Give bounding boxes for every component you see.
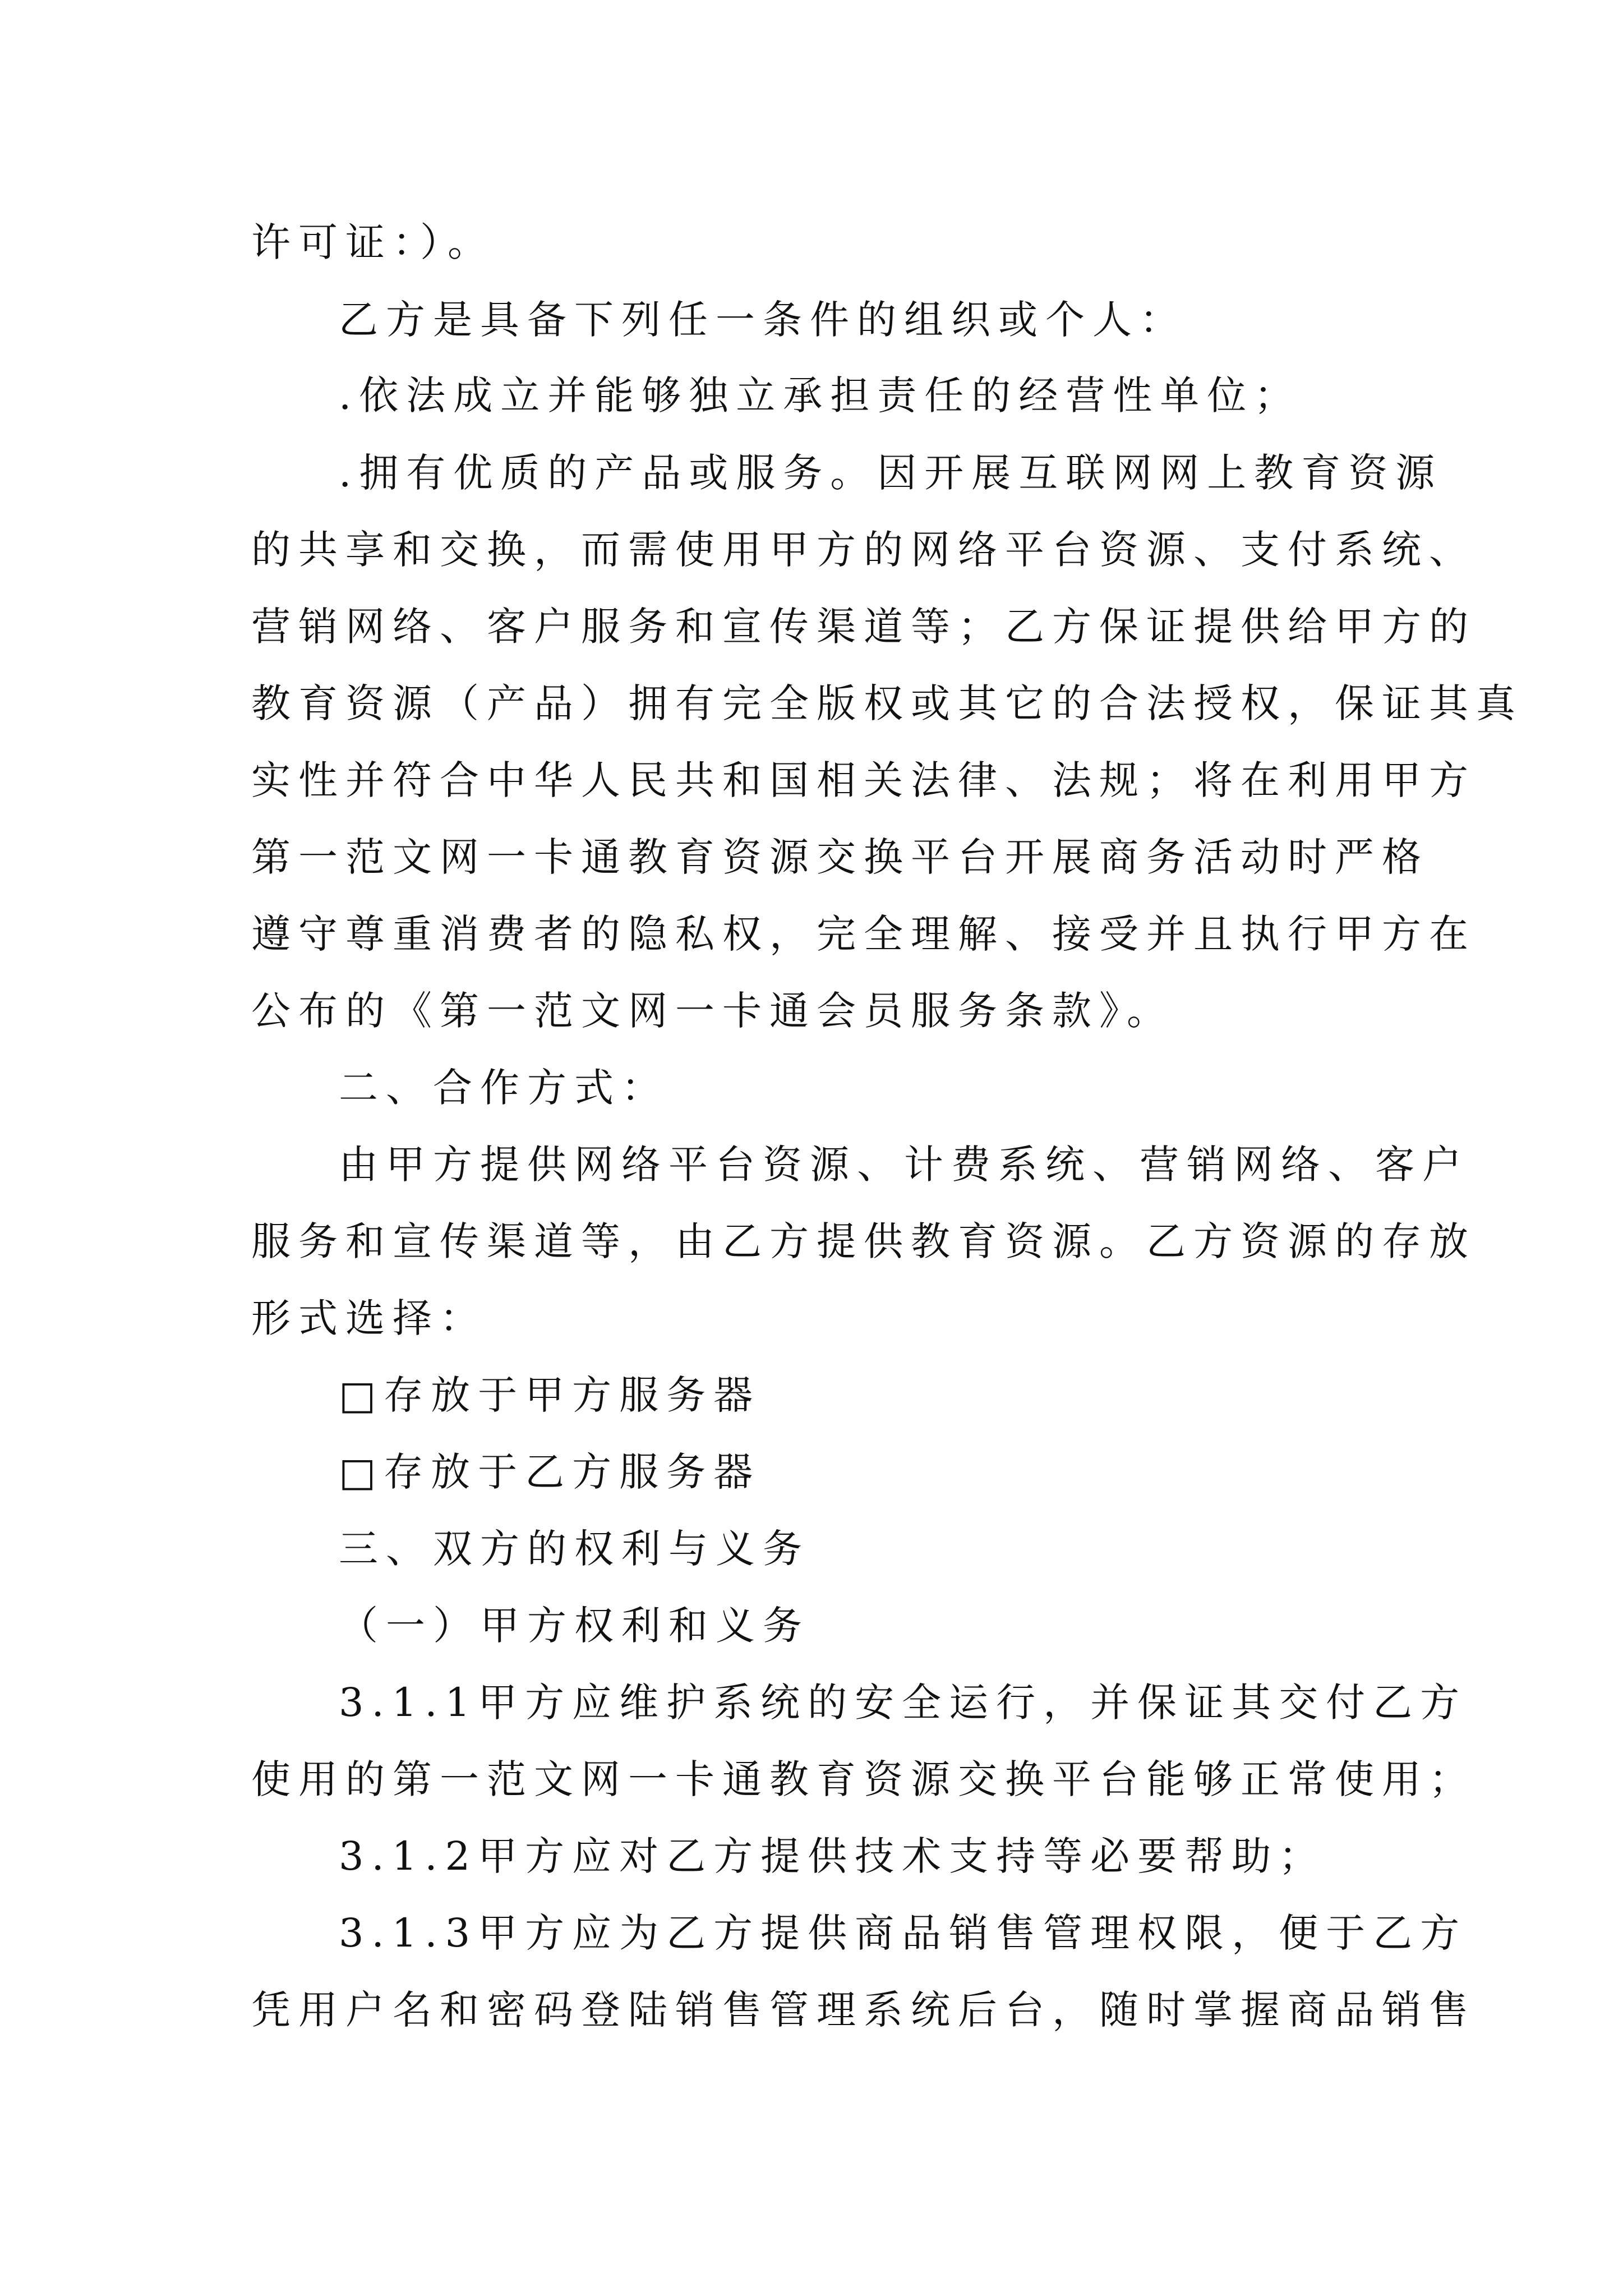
checkbox-option-line: □存放于乙方服务器 [339, 1449, 761, 1495]
text-line: 3.1.3甲方应为乙方提供商品销售管理权限，便于乙方 [339, 1910, 1468, 1956]
text-line: 3.1.2甲方应对乙方提供技术支持等必要帮助； [339, 1833, 1326, 1879]
section-heading: 二、合作方式： [339, 1065, 668, 1111]
text-line: 3.1.1甲方应维护系统的安全运行，并保证其交付乙方 [339, 1680, 1468, 1726]
text-line: 乙方是具备下列任一条件的组织或个人： [339, 297, 1187, 343]
text-line: 服务和宣传渠道等，由乙方提供教育资源。乙方资源的存放 [251, 1218, 1476, 1264]
text-line: 公布的《第一范文网一卡通会员服务条款》。 [251, 988, 1174, 1034]
text-line: 凭用户名和密码登陆销售管理系统后台，随时掌握商品销售 [251, 1987, 1476, 2033]
text-line: 使用的第一范文网一卡通教育资源交换平台能够正常使用； [251, 1756, 1476, 1802]
text-line: 教育资源（产品）拥有完全版权或其它的合法授权，保证其真 [251, 680, 1523, 726]
text-line: .拥有优质的产品或服务。因开展互联网网上教育资源 [339, 450, 1443, 496]
text-line: 营销网络、客户服务和宣传渠道等；乙方保证提供给甲方的 [251, 604, 1476, 650]
text-line: 的共享和交换，而需使用甲方的网络平台资源、支付系统、 [251, 527, 1476, 573]
section-heading: 三、双方的权利与义务 [339, 1526, 810, 1572]
checkbox-option-line: □存放于甲方服务器 [339, 1372, 761, 1418]
text-line: 实性并符合中华人民共和国相关法律、法规；将在利用甲方 [251, 757, 1476, 803]
text-line: 第一范文网一卡通教育资源交换平台开展商务活动时严格 [251, 834, 1429, 880]
text-line: 形式选择： [251, 1295, 487, 1341]
text-line: 遵守尊重消费者的隐私权，完全理解、接受并且执行甲方在 [251, 911, 1476, 957]
text-line: 许可证：）。 [251, 219, 495, 265]
subsection-heading: （一）甲方权利和义务 [339, 1603, 810, 1649]
text-line: 由甲方提供网络平台资源、计费系统、营销网络、客户 [339, 1142, 1469, 1188]
text-line: .依法成立并能够独立承担责任的经营性单位； [339, 372, 1302, 418]
